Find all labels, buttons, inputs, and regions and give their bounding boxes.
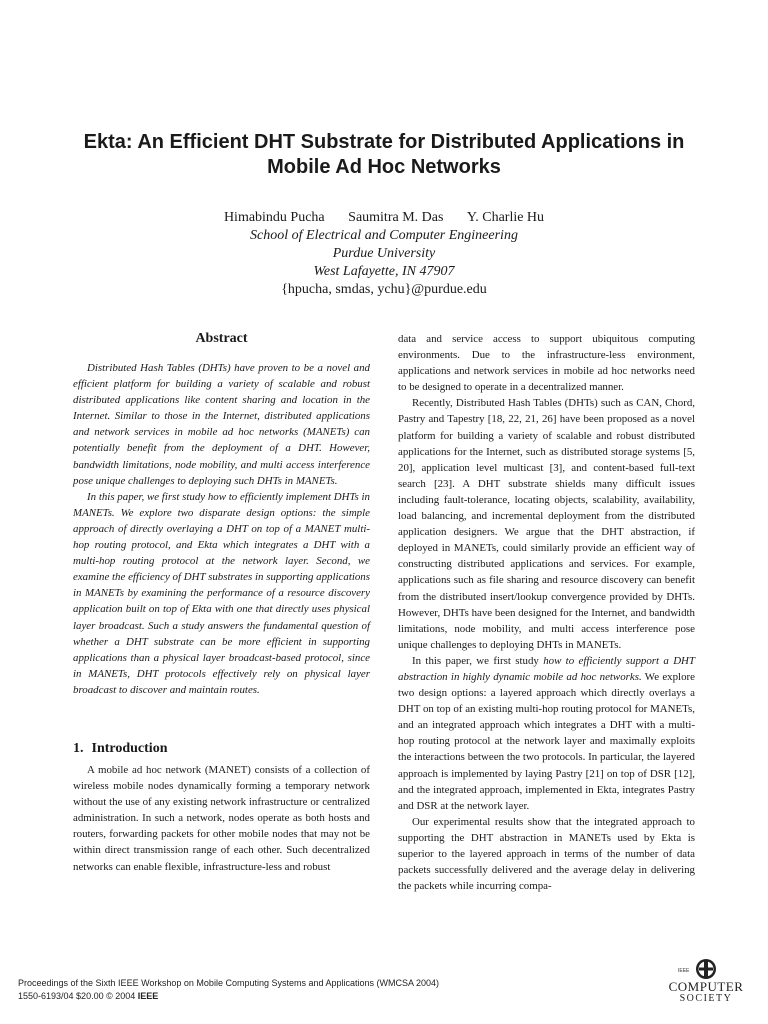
title-line-1: Ekta: An Efficient DHT Substrate for Distributed Applications in (83, 131, 685, 153)
author-2: Saumitra M. Das (348, 210, 444, 225)
author-email: {hpucha, smdas, ychu}@purdue.edu (281, 282, 487, 297)
logo-society: SOCIETY (679, 993, 733, 1004)
author-3: Y. Charlie Hu (466, 210, 545, 225)
author-1: Himabindu Pucha (223, 210, 325, 225)
author-block (0, 209, 768, 299)
proceedings-footer (18, 977, 439, 1003)
paper-title (0, 130, 768, 180)
abstract-body (73, 360, 370, 698)
para3-text-end: We explore two design options: a layered approach which directly overlays a DHT on top of an existing multi-hop routing protocol for MANETs, and an integrated approach which integrates a DHT with a multi-hop routing protocol at the network layer and maximally exploits the interactions between the two protocols. In particular, the layered approach is implemented by laying Pastry [21] on top of DSR [12], and the integrated approach, implemented in Ekta, integrates Pastry and DSR at the network layer. (398, 670, 695, 812)
abstract-heading: Abstract (195, 331, 248, 346)
computer-society-emblem-icon (660, 957, 752, 981)
intro-paragraph-1: A mobile ad hoc network (MANET) consists of a collection of wireless mobile nodes dynamically forming a temporary network without the use of any existing network infrastructure or centralized administration. In such a network, nodes operate as both hosts and routers, forwarding packets for other mobile nodes that may not be within direct transmission range of each other. Such decentralized networks can enable flexible, infrastructure-less and robust (73, 763, 370, 873)
intro-paragraph-2: Recently, Distributed Hash Tables (DHTs) such as CAN, Chord, Pastry and Tapestry [18, 22, 21, 26] have been proposed as a novel platform for building a variety of scalable and robust distributed applications for the Internet, such as distributed storage systems [5, 20], application level multicast [3], and content-based full-text search [23]. A DHT substrate shields many difficult issues including fault-tolerance, locating objects, scalability, availability, load balancing, and incremental deployment from the distributed application designers. We argue that the DHT abstraction, if deployed in MANETs, could similarly provide an efficient way of constructing distributed applications and services. For example, applications such as file sharing and resource discovery can benefit from the distributed insert/lookup convergence provided by DHTs. However, DHTs have been designed for the Internet, and bandwidth limitations, node mobility, and multi access interference pose unique challenges to deploying DHTs in MANETs. (398, 397, 695, 651)
abstract-paragraph-1: Distributed Hash Tables (DHTs) have proven to be a novel and efficient platform for building a variety of scalable and robust distributed applications like content sharing and location in the Internet. Similar to those in the Internet, distributed applications and network services in mobile ad hoc networks (MANETs) can potentially benefit from the deployment of a DHT. However, bandwidth limitations, node mobility, and multi access interference pose unique challenges to deploying such DHTs in MANETs. (73, 362, 370, 487)
affiliation-school: School of Electrical and Computer Engineering (250, 228, 518, 243)
abstract-paragraph-2: In this paper, we first study how to efficiently implement DHTs in MANETs. We explore two disparate design options: the simple approach of directly overlaying a DHT on top of a MANET multi-hop routing protocol, and Ekta which integrates a DHT with a multi-hop routing protocol at the network layer. Second, we examine the efficiency of DHT substrates in supporting applications in MANETs by examining the performance of a resource discovery application built on top of Ekta with one that directly uses physical layer broadcast. Such a study answers the fundamental question of whether a DHT substrate can be more efficient in supporting applications than a physical layer broadcast-based protocol, since in MANETs, DHT protocols effectively rely on physical layer broadcast to discover and maintain routes. (73, 490, 370, 696)
affiliation-location: West Lafayette, IN 47907 (313, 264, 455, 279)
footer-line-1: Proceedings of the Sixth IEEE Workshop on Mobile Computing Systems and Applications (WMCSA 2004) (18, 978, 440, 988)
logo-computer: COMPUTER (668, 979, 744, 994)
para3-text-start: In this paper, we first study (412, 654, 544, 667)
logo-ieee-label: IEEE (678, 968, 690, 974)
footer-ieee: IEEE (137, 991, 159, 1001)
author-list (0, 209, 768, 227)
right-column (398, 331, 695, 894)
footer-copyright: 1550-6193/04 $20.00 © 2004 (18, 991, 138, 1001)
title-line-2: Mobile Ad Hoc Networks (267, 156, 501, 178)
computer-society-logo (660, 957, 752, 1007)
footer-line-2 (18, 990, 439, 1003)
left-column (73, 330, 370, 875)
intro-paragraph-4: Our experimental results show that the integrated approach to supporting the DHT abstraction in MANETs used by Ekta is superior to the layered approach in terms of the number of data packets successfully delivered and the average delay in delivering the packets while incurring compa- (398, 815, 695, 893)
section-number: 1. (73, 740, 84, 756)
section-heading-introduction (73, 740, 370, 758)
intro-paragraph-continued: data and service access to support ubiquitous computing environments. Due to the infrastructure-less environment, applications and network services in mobile ad hoc networks need to be designed to operate in a decentralized manner. (398, 333, 695, 394)
section-title: Introduction (91, 740, 168, 756)
intro-paragraph-3 (398, 653, 695, 814)
para3-emphasis: how to efficiently support a DHT abstraction in highly dynamic mobile ad hoc networks. (398, 654, 695, 683)
affiliation-university: Purdue University (332, 246, 436, 261)
